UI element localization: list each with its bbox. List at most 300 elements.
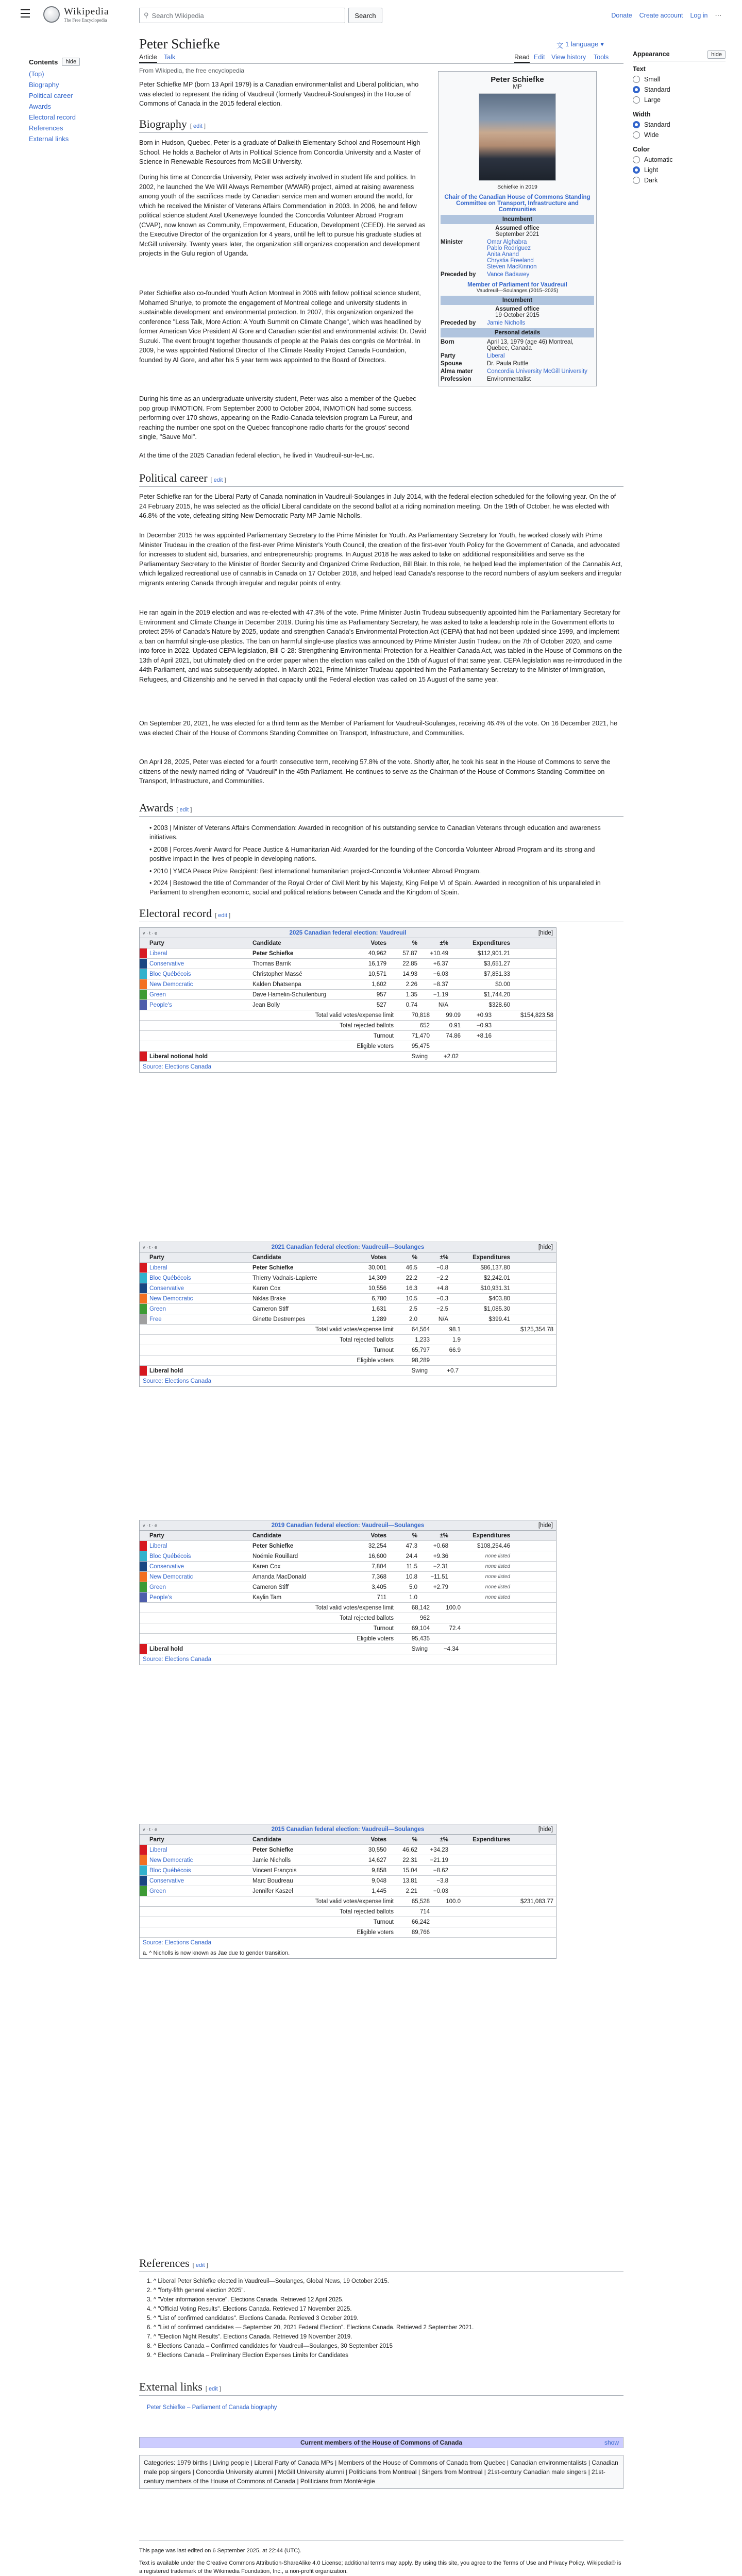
- color-swatch-header: [140, 1252, 147, 1262]
- party-cell[interactable]: New Democratic: [149, 1295, 193, 1302]
- color-dark-radio[interactable]: [633, 177, 726, 184]
- pol-paragraph-1: Peter Schiefke ran for the Liberal Party of Canada nomination in Vaudreuil-Soulanges in July 2014, with the federal election scheduled for the following year. On the of 24 February 2015, he was selected as the official Liberal candidate on the second ballot at a riding nomination meeting. On the 19th of October, he was elected with 46.8% of the vote, defeating sitting New Democratic Party MP Jamie Nicholls.: [139, 493, 616, 519]
- awards-heading-text: Awards: [139, 801, 174, 814]
- table-row: [140, 1304, 556, 1314]
- party-color-swatch: [140, 1855, 147, 1865]
- reference-item[interactable]: 9. ^ Elections Canada – Preliminary Election Expenses Limits for Candidates: [147, 2352, 348, 2359]
- totals-votes: 71,470: [411, 1032, 430, 1039]
- party-cell[interactable]: Liberal: [149, 1264, 167, 1271]
- votes-cell: 30,001: [368, 1264, 386, 1271]
- party-cell[interactable]: New Democratic: [149, 981, 193, 988]
- tab-read[interactable]: Read: [514, 54, 530, 63]
- totals-label: Total rejected ballots: [340, 1336, 394, 1343]
- table-source[interactable]: Source: Elections Canada: [143, 1940, 211, 1946]
- reference-item[interactable]: 1. ^ Liberal Peter Schiefke elected in Vaudreuil—Soulanges, Global News, 19 October 2015.: [147, 2278, 389, 2284]
- totals-votes: 69,104: [411, 1625, 430, 1632]
- table-row: [140, 1000, 556, 1010]
- totals-row: [140, 1335, 556, 1345]
- appearance-title: Appearance: [633, 50, 670, 58]
- totals-label: Turnout: [373, 1919, 394, 1925]
- votes-cell: 3,405: [372, 1584, 386, 1590]
- party-cell[interactable]: Conservative: [149, 1563, 184, 1570]
- change-cell: −8.62: [433, 1867, 448, 1874]
- infobox-name: Peter Schiefke: [491, 75, 544, 84]
- party-cell[interactable]: Liberal: [149, 950, 167, 957]
- party-color-swatch: [140, 1052, 147, 1061]
- totals-row: [140, 1325, 556, 1335]
- hold-label: Liberal notional hold: [149, 1053, 208, 1060]
- totals-votes: 65,797: [411, 1347, 430, 1353]
- totals-percent: 98.1: [449, 1326, 461, 1333]
- totals-percent: 0.91: [449, 1022, 461, 1029]
- election-table-title[interactable]: 2015 Canadian federal election: Vaudreuil—Soulanges: [271, 1826, 425, 1833]
- born-value: April 13, 1979 (age 46) Montreal, Quebec, Canada: [487, 339, 574, 351]
- edit-link[interactable]: [ edit ]: [215, 912, 231, 919]
- spouse-value: Dr. Paula Ruttle: [487, 361, 529, 367]
- expenditure-cell: none listed: [485, 1595, 510, 1600]
- edit-link-text[interactable]: edit: [208, 2386, 218, 2392]
- percent-cell: 24.4: [406, 1553, 417, 1560]
- search-input[interactable]: [139, 8, 345, 23]
- toc-item-top[interactable]: (Top): [29, 70, 44, 78]
- percent-cell: 47.3: [406, 1543, 417, 1549]
- votes-cell: 711: [377, 1594, 386, 1601]
- totals-percent: 99.09: [446, 1012, 461, 1019]
- totals-label: Total valid votes/expense limit: [315, 1898, 394, 1905]
- candidate-cell: Karen Cox: [252, 1563, 281, 1570]
- edit-link[interactable]: [ edit ]: [192, 2262, 208, 2268]
- incumbent-badge: Incumbent: [441, 215, 594, 224]
- alma-mater-value[interactable]: Concordia University McGill University: [487, 368, 587, 375]
- hold-label: Liberal hold: [149, 1646, 183, 1652]
- party-cell[interactable]: Bloc Québécois: [149, 1275, 191, 1281]
- column-header: Candidate: [252, 1254, 281, 1261]
- personal-details-band: Personal details: [441, 328, 594, 337]
- totals-expenditure: $125,354.78: [520, 1326, 553, 1333]
- candidate-cell: Amanda MacDonald: [252, 1573, 307, 1580]
- column-header: Votes: [370, 1532, 386, 1539]
- party-cell[interactable]: Green: [149, 1584, 166, 1590]
- election-table-title[interactable]: 2021 Canadian federal election: Vaudreuil—Soulanges: [271, 1244, 425, 1250]
- totals-votes: 1,233: [415, 1336, 430, 1343]
- totals-label: Eligible voters: [357, 1929, 394, 1936]
- expenditure-cell: none listed: [485, 1574, 510, 1580]
- column-header: ±%: [440, 1836, 448, 1843]
- change-cell: +9.36: [433, 1553, 448, 1560]
- candidate-cell: Thomas Barrik: [252, 960, 291, 967]
- award-item: • 2010 | YMCA Peace Prize Recipient: Best international humanitarian project-Concordia Volunteer Abroad Program.: [149, 868, 481, 875]
- totals-label: Eligible voters: [357, 1043, 394, 1049]
- pol-paragraph-5: On April 28, 2025, Peter was elected for a fourth consecutive term, receiving 57.8% of the vote. Shortly after, he took his seat in the House of Commons to serve the citizens of the newly named riding of "Vaudreuil" in the 45th Parliament. He continues to serve as the Chairman of the House of Commons Standing Committee on Transport, Infrastructure, and Communities.: [139, 758, 611, 785]
- candidate-cell: Karen Cox: [252, 1285, 281, 1292]
- party-value[interactable]: Liberal: [487, 353, 505, 359]
- assumed-office-label-2: Assumed office: [495, 306, 539, 312]
- table-of-contents: [29, 58, 101, 146]
- table-footnote: a. ^ Nicholls is now known as Jae due to gender transition.: [143, 1950, 290, 1956]
- votes-cell: 32,254: [368, 1543, 386, 1549]
- totals-votes: 98,289: [411, 1357, 430, 1364]
- party-cell[interactable]: Bloc Québécois: [149, 971, 191, 977]
- totals-row: [140, 1041, 556, 1052]
- column-header: %: [412, 1532, 417, 1539]
- percent-cell: 22.85: [402, 960, 417, 967]
- candidate-cell: Cameron Stiff: [252, 1306, 289, 1312]
- page-header: [0, 0, 742, 29]
- navbox[interactable]: [139, 2437, 623, 2448]
- preceded-by-value-2[interactable]: Jamie Nicholls: [487, 320, 526, 326]
- vte-links[interactable]: v · t · e: [143, 1244, 158, 1250]
- reference-item[interactable]: 7. ^ "Election Night Results". Elections Canada. Retrieved 19 November 2019.: [147, 2334, 352, 2340]
- mp-band[interactable]: Member of Parliament for Vaudreuil: [467, 282, 567, 288]
- totals-votes: 652: [419, 1022, 430, 1029]
- hold-label: Liberal hold: [149, 1367, 183, 1374]
- hold-row: [140, 1052, 556, 1062]
- profession-value: Environmentalist: [487, 376, 531, 382]
- incumbent-badge-2: Incumbent: [441, 296, 594, 305]
- search-icon: ⚲: [144, 11, 149, 19]
- percent-cell: 1.0: [409, 1594, 417, 1601]
- navbox-show-button[interactable]: show: [604, 2439, 619, 2446]
- party-color-swatch: [140, 1294, 147, 1303]
- column-header: Party: [149, 1532, 164, 1539]
- pol-paragraph-4: On September 20, 2021, he was elected for a third term as the Member of Parliament for Vaudreuil-Soulanges, receiving 46.4% of the vote. On 16 December 2021, he was elected Chair of the House of Commons Standing Committee on Transport, Infrastructure, and Communities.: [139, 720, 618, 737]
- totals-votes: 95,475: [411, 1043, 430, 1049]
- election-table: [139, 1520, 556, 1665]
- election-table-title[interactable]: 2025 Canadian federal election: Vaudreuil: [289, 929, 407, 936]
- percent-cell: 14.93: [402, 971, 417, 977]
- party-color-swatch: [140, 1366, 147, 1376]
- votes-cell: 40,962: [368, 950, 386, 957]
- election-hide-button[interactable]: [hide]: [538, 929, 553, 936]
- totals-percent: 100.0: [446, 1604, 461, 1611]
- party-color-swatch: [140, 1876, 147, 1886]
- reference-item[interactable]: 2. ^ "forty-fifth general election 2025".: [147, 2287, 245, 2294]
- edit-link-text[interactable]: edit: [218, 912, 227, 919]
- votes-cell: 10,556: [368, 1285, 386, 1292]
- main-menu-icon[interactable]: [21, 9, 30, 18]
- language-icon: 文: [556, 42, 564, 49]
- political-career-heading: [139, 471, 623, 487]
- totals-row: [140, 1603, 556, 1613]
- party-color-swatch: [140, 1000, 147, 1010]
- votes-cell: 1,631: [372, 1306, 386, 1312]
- vte-links[interactable]: v · t · e: [143, 1522, 158, 1528]
- party-cell[interactable]: Conservative: [149, 1285, 184, 1292]
- totals-votes: 65,528: [411, 1898, 430, 1905]
- party-cell[interactable]: Conservative: [149, 1877, 184, 1884]
- edit-link-text[interactable]: edit: [195, 2262, 205, 2268]
- color-automatic-radio[interactable]: [633, 156, 726, 163]
- preceded-by-value[interactable]: Vance Badawey: [487, 272, 530, 278]
- biography-heading: [139, 117, 428, 133]
- edit-link[interactable]: [ edit ]: [205, 2386, 221, 2392]
- percent-cell: 22.31: [402, 1857, 417, 1863]
- party-cell[interactable]: New Democratic: [149, 1573, 193, 1580]
- external-link[interactable]: Peter Schiefke – Parliament of Canada biography: [147, 2404, 277, 2411]
- edit-link[interactable]: [ edit ]: [190, 123, 206, 129]
- candidate-cell: Dave Hamelin-Schuilenburg: [252, 991, 327, 998]
- totals-row: [140, 1355, 556, 1366]
- candidate-cell: Peter Schiefke: [252, 1846, 294, 1853]
- toc-title: Contents: [29, 58, 58, 66]
- more-options-icon[interactable]: ⋯: [715, 12, 721, 19]
- award-text: 2024 | Bestowed the title of Commander of the Royal Order of Civil Merit by his Majesty, King Felipe VI of Spain. Awarded in recognition of his unparalleled in Parliament to strengthen economic, social and political relations between Canada and the Kingdom of Spain.: [149, 879, 601, 896]
- language-button[interactable]: [556, 40, 604, 50]
- totals-percent: 66.9: [449, 1347, 461, 1353]
- radio-label: Dark: [644, 177, 658, 184]
- totals-label: Total valid votes/expense limit: [315, 1326, 394, 1333]
- reference-item[interactable]: 6. ^ "List of confirmed candidates — September 20, 2021 Federal Election". Elections Canada. Retrieved 2 September 2021.: [147, 2325, 474, 2331]
- table-source[interactable]: Source: Elections Canada: [143, 1656, 211, 1663]
- party-color-swatch: [140, 1644, 147, 1654]
- table-row: [140, 1273, 556, 1283]
- totals-label: Turnout: [373, 1032, 394, 1039]
- candidate-cell: Thierry Vadnais-Lapierre: [252, 1275, 317, 1281]
- column-header: %: [412, 940, 417, 946]
- reference-item[interactable]: 3. ^ "Voter information service". Elections Canada. Retrieved 12 April 2025.: [147, 2297, 344, 2303]
- election-table-caption: [140, 1242, 556, 1252]
- party-cell[interactable]: People's: [149, 1594, 172, 1601]
- tab-tools[interactable]: Tools: [594, 54, 609, 61]
- party-cell[interactable]: Green: [149, 1306, 166, 1312]
- last-edited: This page was last edited on 6 September 2025, at 22:44 (UTC).: [139, 2548, 301, 2554]
- reference-item[interactable]: 8. ^ Elections Canada – Confirmed candidates for Vaudreuil—Soulanges, 30 September 2015: [147, 2343, 393, 2349]
- toc-hide-button[interactable]: hide: [62, 58, 80, 66]
- edit-link-text[interactable]: edit: [179, 807, 189, 813]
- votes-cell: 9,858: [372, 1867, 386, 1874]
- party-cell[interactable]: Free: [149, 1316, 162, 1323]
- totals-votes: 64,564: [411, 1326, 430, 1333]
- totals-votes: 70,818: [411, 1012, 430, 1019]
- from-wikipedia-tagline: From Wikipedia, the free encyclopedia: [139, 67, 245, 74]
- change-cell: +4.8: [436, 1285, 448, 1292]
- table-source[interactable]: Source: Elections Canada: [143, 1378, 211, 1384]
- log-in-link[interactable]: Log in: [690, 11, 708, 19]
- create-account-link[interactable]: Create account: [639, 11, 683, 19]
- party-color-swatch: [140, 1845, 147, 1855]
- percent-cell: 46.5: [406, 1264, 417, 1271]
- donate-link[interactable]: Donate: [611, 11, 632, 19]
- change-cell: −2.31: [433, 1563, 448, 1570]
- percent-cell: 16.3: [406, 1285, 417, 1292]
- totals-votes: 714: [419, 1908, 430, 1915]
- party-cell[interactable]: Liberal: [149, 1846, 167, 1853]
- totals-row: [140, 1907, 556, 1917]
- vte-links[interactable]: v · t · e: [143, 930, 158, 936]
- party-cell[interactable]: People's: [149, 1002, 172, 1008]
- change-cell: −3.8: [436, 1877, 448, 1884]
- expenditure-cell: $1,744.20: [483, 991, 510, 998]
- candidate-cell: Peter Schiefke: [252, 950, 294, 957]
- user-links: [611, 11, 721, 19]
- change-cell: N/A: [438, 1316, 448, 1323]
- totals-votes: 95,435: [411, 1635, 430, 1642]
- width-label: Width: [633, 111, 651, 118]
- totals-label: Eligible voters: [357, 1635, 394, 1642]
- radio-label: Standard: [644, 86, 670, 93]
- percent-cell: 11.5: [406, 1563, 417, 1570]
- votes-cell: 7,368: [372, 1573, 386, 1580]
- table-row: [140, 1263, 556, 1273]
- expenditure-cell: $112,901.21: [477, 950, 510, 957]
- toc-item-references[interactable]: References: [29, 124, 63, 132]
- table-row: [140, 1845, 556, 1855]
- expenditure-cell: $108,254.46: [477, 1543, 510, 1549]
- change-cell: −2.2: [436, 1275, 448, 1281]
- photo-caption: Schiefke in 2019: [497, 184, 537, 190]
- edit-link-text[interactable]: edit: [213, 477, 223, 483]
- election-hide-button[interactable]: [hide]: [538, 1826, 553, 1833]
- votes-cell: 14,309: [368, 1275, 386, 1281]
- percent-cell: 13.81: [402, 1877, 417, 1884]
- vte-links[interactable]: v · t · e: [143, 1826, 158, 1832]
- election-table: [139, 1242, 556, 1387]
- party-cell[interactable]: Green: [149, 1888, 166, 1894]
- wikipedia-logo[interactable]: [43, 5, 126, 24]
- election-table-title[interactable]: 2019 Canadian federal election: Vaudreuil—Soulanges: [271, 1522, 425, 1529]
- column-header: Party: [149, 1254, 164, 1261]
- edit-link[interactable]: [ edit ]: [176, 807, 192, 813]
- reference-item[interactable]: 4. ^ "Official Voting Results". Elections Canada. Retrieved 17 November 2025.: [147, 2306, 352, 2312]
- table-row: [140, 959, 556, 969]
- percent-cell: 5.0: [409, 1584, 417, 1590]
- bio-paragraph-4: During his time as an undergraduate university student, Peter was also a member of the Quebec pop group INMOTION. From September 2000 to October 2004, INMOTION had some success, performing over 170 shows, appearing on the Radio-Canada television program La Fureur, and reaching the number one spot on the Quebec francophone radio charts for the groups' second single, "Sauve Moi".: [139, 395, 416, 440]
- award-item: • 2008 | Forces Avenir Award for Peace Justice & Humanitarian Aid: Awarded for the founding of the Concordia Volunteer Abroad Program and its strong and positive impact in the lives of people in developing nations.: [149, 846, 595, 862]
- tab-edit[interactable]: Edit: [534, 54, 545, 61]
- totals-percent: 100.0: [446, 1898, 461, 1905]
- table-row: [140, 1876, 556, 1886]
- radio-label: Automatic: [644, 156, 673, 163]
- edit-link[interactable]: [ edit ]: [210, 477, 226, 483]
- candidate-cell: Vincent François: [252, 1867, 297, 1874]
- spouse-label: Spouse: [441, 361, 462, 367]
- votes-cell: 1,602: [372, 981, 386, 988]
- text-size-label: Text: [633, 65, 646, 73]
- appearance-hide-button[interactable]: hide: [707, 50, 726, 59]
- totals-change: +0.93: [476, 1012, 492, 1019]
- bio-paragraph-2: During his time at Concordia University, Peter was actively involved in student life and politics. In 2002, he launched the We Will Always Remember (WWAR) project, aimed at raising awareness among youth of the sacrifices made by Canadian service men and women around the world, for which he received the Minister of Veterans Affairs Commendation in 2003. In 2006, he and fellow political science student Axel Ukeneweye founded the Concordia Volunteer Abroad Program (CVAP), now known as Community, Empowerment, Education, Development (CEED). He served as the Executive Director of the organization for 4 years, until he left to pursue his graduate studies at McGill university. Twenty years later, the organization still organizes cooperation and development projects in the Gulu region of Uganda.: [139, 174, 426, 257]
- column-header: %: [412, 1254, 417, 1261]
- infobox-office[interactable]: Chair of the Canadian House of Commons Standing Committee on Transport, Infrastructure and Communities: [444, 194, 591, 213]
- party-color-swatch: [140, 948, 147, 958]
- tab-view-history[interactable]: View history: [551, 54, 586, 61]
- reference-item[interactable]: 5. ^ "List of confirmed candidates". Elections Canada. Retrieved 3 October 2019.: [147, 2315, 359, 2321]
- toc-item-electoral-record[interactable]: Electoral record: [29, 113, 76, 121]
- change-cell: −1.19: [433, 991, 448, 998]
- votes-cell: 7,804: [372, 1563, 386, 1570]
- party-color-swatch: [140, 1886, 147, 1896]
- totals-votes: 962: [419, 1615, 430, 1621]
- color-swatch-header: [140, 938, 147, 948]
- table-row: [140, 1855, 556, 1866]
- tab-article[interactable]: Article: [139, 54, 157, 63]
- width-standard-radio[interactable]: [633, 121, 726, 128]
- width-wide-radio[interactable]: [633, 131, 726, 139]
- table-row: [140, 1294, 556, 1304]
- footer: [139, 2540, 623, 2576]
- column-header: ±%: [440, 940, 448, 946]
- candidate-cell: Cameron Stiff: [252, 1584, 289, 1590]
- text-large-radio[interactable]: [633, 96, 726, 104]
- votes-cell: 30,550: [368, 1846, 386, 1853]
- party-cell[interactable]: Bloc Québécois: [149, 1553, 191, 1560]
- search-placeholder: Search Wikipedia: [151, 11, 204, 20]
- profession-label: Profession: [441, 376, 471, 382]
- portrait-photo[interactable]: [479, 93, 556, 181]
- percent-cell: 15.04: [402, 1867, 417, 1874]
- percent-cell: 10.8: [406, 1573, 417, 1580]
- biography-heading-text: Biography: [139, 117, 187, 130]
- change-cell: −6.03: [433, 971, 448, 977]
- swing-value: +2.02: [443, 1053, 459, 1060]
- totals-row: [140, 1927, 556, 1938]
- change-cell: −21.19: [430, 1857, 448, 1863]
- election-hide-button[interactable]: [hide]: [538, 1244, 553, 1250]
- born-label: Born: [441, 339, 454, 345]
- tab-talk[interactable]: Talk: [164, 54, 176, 61]
- toc-item-biography[interactable]: Biography: [29, 81, 59, 89]
- radio-label: Light: [644, 166, 659, 174]
- change-cell: +34.23: [430, 1846, 448, 1853]
- toc-item-external-links[interactable]: External links: [29, 135, 69, 143]
- logo-title: Wikipedia: [64, 6, 109, 17]
- totals-label: Total valid votes/expense limit: [315, 1012, 394, 1019]
- external-links-heading: [139, 2380, 623, 2396]
- toc-item-political-career[interactable]: Political career: [29, 92, 73, 99]
- party-color-swatch: [140, 1273, 147, 1283]
- expenditure-cell: $1,085.30: [483, 1306, 510, 1312]
- party-cell[interactable]: Liberal: [149, 1543, 167, 1549]
- party-cell[interactable]: Green: [149, 991, 166, 998]
- election-hide-button[interactable]: [hide]: [538, 1522, 553, 1529]
- totals-row: [140, 1021, 556, 1031]
- alma-mater-label: Alma mater: [441, 368, 473, 375]
- totals-label: Total valid votes/expense limit: [315, 1604, 394, 1611]
- page-tabs: [139, 52, 623, 64]
- totals-label: Turnout: [373, 1625, 394, 1632]
- party-color-swatch: [140, 1592, 147, 1602]
- column-header: ±%: [440, 1532, 448, 1539]
- party-cell[interactable]: New Democratic: [149, 1857, 193, 1863]
- party-cell[interactable]: Bloc Québécois: [149, 1867, 191, 1874]
- search-button[interactable]: Search: [348, 8, 382, 23]
- categories-box[interactable]: Categories: 1979 births | Living people | Liberal Party of Canada MPs | Members of the House of Commons of Canada from Quebec | Canadian environmentalists | Canadian male pop singers | Concordia University alumni | McGill University alumni | Politicians from Montreal | Singers from Montreal | 21st-century Canadian male singers | 21st-century members of the House of Commons of Canada | Politicians from Montérégie: [139, 2455, 623, 2489]
- totals-percent: 1.9: [452, 1336, 461, 1343]
- party-color-swatch: [140, 969, 147, 979]
- edit-link-text[interactable]: edit: [193, 123, 203, 129]
- candidate-cell: Jamie Nicholls: [252, 1857, 291, 1863]
- toc-item-awards[interactable]: Awards: [29, 103, 52, 110]
- award-item: • 2003 | Minister of Veterans Affairs Commendation: Awarded in recognition of his outstanding service to Canadian Veterans through education and awareness initiatives.: [149, 824, 601, 841]
- color-light-radio[interactable]: [633, 166, 726, 174]
- table-header-row: [140, 1252, 556, 1263]
- totals-row: [140, 1031, 556, 1041]
- party-cell[interactable]: Conservative: [149, 960, 184, 967]
- award-text: 2003 | Minister of Veterans Affairs Commendation: Awarded in recognition of his outstanding service to Canadian Veterans through education and awareness initiatives.: [149, 824, 601, 841]
- award-text: 2010 | YMCA Peace Prize Recipient: Best international humanitarian project-Concordia Volunteer Abroad Program.: [153, 868, 481, 875]
- candidate-cell: Peter Schiefke: [252, 1543, 294, 1549]
- pol-paragraph-3: He ran again in the 2019 election and was re-elected with 47.3% of the vote. Prime Minister Justin Trudeau subsequently appointed him the Parliamentary Secretary for Environment and Climate Change in December 2019. During his time as Parliamentary Secretary, he was asked to take a leadership role in the Government efforts to protect 25% of Canada's Nature by 2025, update and strengthen Canada's Environmental Protection Act (CEPA) that had not been updated since 1999, and implement a ban on harmful single-use plastics. The ban on harmful single-use plastics was announced by Prime Minister Justin Trudeau on the 7th of October 2020, and came into force in 2022. Updated CEPA legislation, Bill C-28: Strengthening Environmental Protection for a Healthier Canada Act, was tabled in the House of Commons on the 13th of April 2021, but ultimately died on the order paper when the election was called on the 15th of August of that same year. CEPA legislation was re-introduced in the 44th Parliament, and was subsequently adopted. In March 2021, Prime Minister Trudeau appointed him the Parliamentary Secretary to the Minister of Immigration, Refugees, and Citizenship and he served in that capacity until the Federal election was called on 15 August of the same year.: [139, 609, 622, 683]
- party-color-swatch: [140, 1283, 147, 1293]
- table-source[interactable]: Source: Elections Canada: [143, 1064, 211, 1070]
- text-standard-radio[interactable]: [633, 86, 726, 93]
- radio-label: Small: [644, 76, 661, 83]
- percent-cell: 2.26: [406, 981, 417, 988]
- text-small-radio[interactable]: [633, 76, 726, 83]
- minister-list[interactable]: Omar Alghabra Pablo Rodriguez Anita Anand Chrystia Freeland Steven MacKinnon: [487, 239, 537, 270]
- assumed-office-label: Assumed office: [495, 225, 539, 231]
- candidate-cell: Kaylin Tam: [252, 1594, 282, 1601]
